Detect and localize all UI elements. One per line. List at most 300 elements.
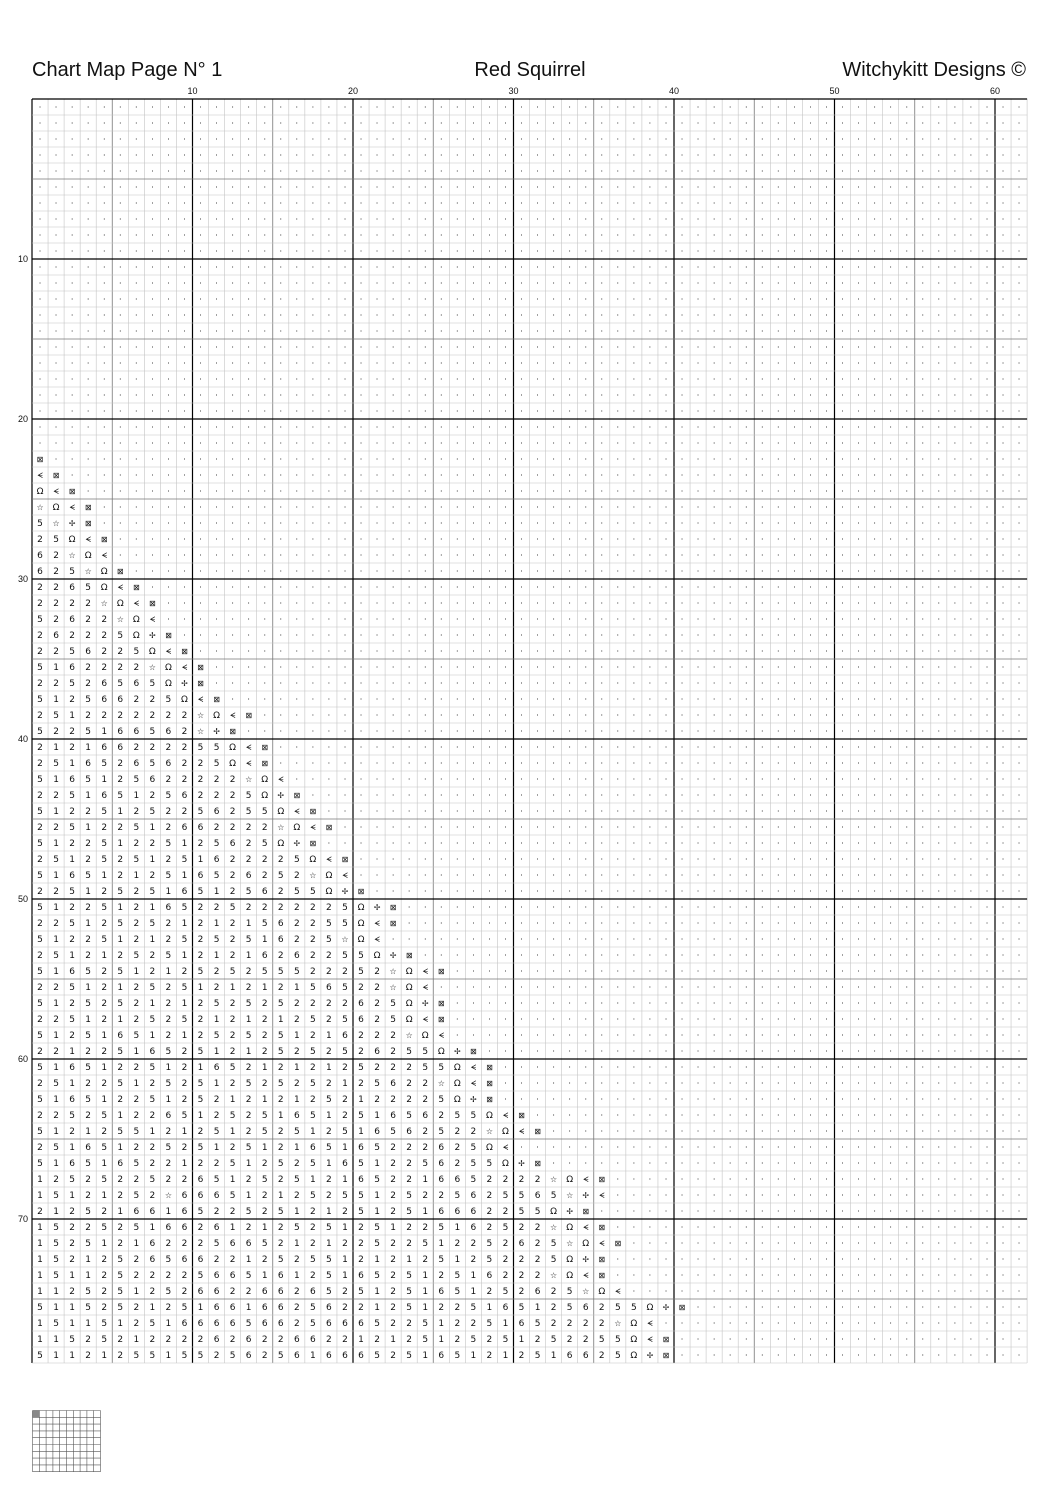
chart-empty-dot: · [568, 279, 571, 288]
chart-cell-symbol: 5 [310, 1079, 316, 1089]
chart-cell-symbol: 6 [246, 871, 252, 881]
chart-cell-symbol: 5 [422, 1047, 428, 1057]
chart-empty-dot: · [970, 791, 973, 800]
chart-empty-dot: · [376, 407, 379, 416]
chart-empty-dot: · [905, 1239, 908, 1248]
chart-empty-dot: · [536, 375, 539, 384]
chart-empty-dot: · [536, 823, 539, 832]
chart-empty-dot: · [568, 983, 571, 992]
chart-empty-dot: · [552, 247, 555, 256]
chart-empty-dot: · [777, 311, 780, 320]
chart-empty-dot: · [986, 551, 989, 560]
chart-empty-dot: · [986, 759, 989, 768]
chart-cell-symbol: 5 [246, 1207, 252, 1217]
chart-empty-dot: · [745, 1095, 748, 1104]
chart-cell-symbol: 2 [150, 871, 156, 881]
chart-empty-dot: · [761, 503, 764, 512]
chart-cell-symbol: 6 [182, 1191, 188, 1201]
chart-empty-dot: · [520, 119, 523, 128]
chart-cell-symbol: 6 [150, 1207, 156, 1217]
chart-empty-dot: · [809, 279, 812, 288]
chart-cell-symbol: 2 [326, 1127, 332, 1137]
chart-empty-dot: · [954, 1079, 957, 1088]
chart-empty-dot: · [954, 1159, 957, 1168]
chart-empty-dot: · [905, 791, 908, 800]
chart-empty-dot: · [344, 151, 347, 160]
chart-empty-dot: · [1002, 119, 1005, 128]
chart-empty-dot: · [617, 215, 620, 224]
chart-empty-dot: · [713, 583, 716, 592]
chart-empty-dot: · [280, 631, 283, 640]
chart-cell-symbol: 6 [278, 1287, 284, 1297]
chart-empty-dot: · [215, 407, 218, 416]
chart-empty-dot: · [344, 679, 347, 688]
chart-empty-dot: · [649, 695, 652, 704]
chart-empty-dot: · [665, 295, 668, 304]
chart-empty-dot: · [424, 631, 427, 640]
chart-empty-dot: · [376, 519, 379, 528]
chart-empty-dot: · [793, 231, 796, 240]
chart-empty-dot: · [986, 647, 989, 656]
chart-empty-dot: · [681, 1159, 684, 1168]
chart-empty-dot: · [825, 1207, 828, 1216]
chart-empty-dot: · [151, 375, 154, 384]
chart-empty-dot: · [408, 935, 411, 944]
chart-cell-symbol: 5 [278, 967, 284, 977]
chart-empty-dot: · [584, 135, 587, 144]
chart-empty-dot: · [456, 215, 459, 224]
chart-empty-dot: · [344, 423, 347, 432]
chart-empty-dot: · [440, 247, 443, 256]
chart-empty-dot: · [520, 967, 523, 976]
chart-empty-dot: · [665, 695, 668, 704]
chart-empty-dot: · [665, 103, 668, 112]
chart-empty-dot: · [761, 1223, 764, 1232]
chart-cell-symbol: ᗕ [37, 471, 43, 480]
chart-empty-dot: · [408, 743, 411, 752]
chart-empty-dot: · [841, 231, 844, 240]
chart-empty-dot: · [119, 423, 122, 432]
chart-empty-dot: · [119, 343, 122, 352]
chart-empty-dot: · [857, 1047, 860, 1056]
chart-cell-symbol: 2 [53, 1015, 59, 1025]
chart-empty-dot: · [472, 743, 475, 752]
chart-empty-dot: · [777, 1271, 780, 1280]
chart-empty-dot: · [729, 279, 732, 288]
chart-cell-symbol: 1 [53, 999, 59, 1009]
chart-empty-dot: · [424, 327, 427, 336]
chart-empty-dot: · [665, 407, 668, 416]
chart-empty-dot: · [665, 967, 668, 976]
chart-empty-dot: · [247, 311, 250, 320]
chart-empty-dot: · [584, 1015, 587, 1024]
chart-empty-dot: · [793, 455, 796, 464]
chart-empty-dot: · [617, 983, 620, 992]
chart-cell-symbol: 6 [69, 663, 75, 673]
chart-empty-dot: · [809, 935, 812, 944]
chart-empty-dot: · [456, 199, 459, 208]
chart-empty-dot: · [729, 1175, 732, 1184]
chart-empty-dot: · [263, 215, 266, 224]
chart-empty-dot: · [568, 903, 571, 912]
chart-cell-symbol: 5 [246, 887, 252, 897]
chart-empty-dot: · [681, 919, 684, 928]
chart-empty-dot: · [199, 183, 202, 192]
chart-empty-dot: · [1002, 375, 1005, 384]
chart-empty-dot: · [825, 823, 828, 832]
chart-empty-dot: · [809, 103, 812, 112]
chart-empty-dot: · [761, 775, 764, 784]
chart-cell-symbol: 2 [278, 1239, 284, 1249]
chart-empty-dot: · [745, 455, 748, 464]
chart-empty-dot: · [729, 1191, 732, 1200]
chart-empty-dot: · [151, 327, 154, 336]
chart-empty-dot: · [504, 311, 507, 320]
chart-empty-dot: · [729, 375, 732, 384]
chart-empty-dot: · [938, 807, 941, 816]
chart-empty-dot: · [504, 503, 507, 512]
chart-empty-dot: · [793, 439, 796, 448]
chart-empty-dot: · [922, 1335, 925, 1344]
chart-empty-dot: · [568, 567, 571, 576]
chart-empty-dot: · [777, 1015, 780, 1024]
chart-empty-dot: · [520, 983, 523, 992]
chart-cell-symbol: 1 [422, 1207, 428, 1217]
chart-empty-dot: · [857, 215, 860, 224]
chart-empty-dot: · [263, 423, 266, 432]
chart-empty-dot: · [889, 183, 892, 192]
chart-cell-symbol: 2 [535, 1223, 541, 1233]
chart-empty-dot: · [665, 167, 668, 176]
chart-empty-dot: · [520, 439, 523, 448]
chart-cell-symbol: 2 [422, 1191, 428, 1201]
chart-empty-dot: · [536, 343, 539, 352]
chart-empty-dot: · [312, 103, 315, 112]
chart-empty-dot: · [71, 471, 74, 480]
chart-empty-dot: · [552, 295, 555, 304]
chart-empty-dot: · [889, 839, 892, 848]
chart-empty-dot: · [39, 151, 42, 160]
chart-empty-dot: · [761, 1143, 764, 1152]
chart-empty-dot: · [905, 375, 908, 384]
chart-cell-symbol: 2 [230, 1255, 236, 1265]
chart-empty-dot: · [922, 951, 925, 960]
chart-empty-dot: · [312, 231, 315, 240]
chart-empty-dot: · [761, 919, 764, 928]
chart-cell-symbol: 5 [358, 1207, 364, 1217]
chart-empty-dot: · [713, 999, 716, 1008]
chart-empty-dot: · [873, 1303, 876, 1312]
chart-empty-dot: · [263, 503, 266, 512]
chart-cell-symbol: ☆ [438, 1079, 445, 1088]
chart-cell-symbol: 5 [471, 1143, 477, 1153]
chart-empty-dot: · [231, 215, 234, 224]
chart-empty-dot: · [584, 599, 587, 608]
chart-empty-dot: · [263, 135, 266, 144]
chart-cell-symbol: 5 [69, 1015, 75, 1025]
chart-empty-dot: · [135, 311, 138, 320]
chart-empty-dot: · [825, 1271, 828, 1280]
chart-empty-dot: · [761, 871, 764, 880]
chart-cell-symbol: 5 [615, 1335, 621, 1345]
chart-empty-dot: · [520, 311, 523, 320]
chart-empty-dot: · [954, 1063, 957, 1072]
chart-empty-dot: · [986, 791, 989, 800]
chart-empty-dot: · [665, 391, 668, 400]
chart-cell-symbol: 5 [262, 919, 268, 929]
chart-cell-symbol: 1 [374, 1191, 380, 1201]
chart-cell-symbol: 6 [262, 1303, 268, 1313]
chart-empty-dot: · [392, 615, 395, 624]
chart-cell-symbol: 2 [326, 967, 332, 977]
chart-empty-dot: · [135, 343, 138, 352]
chart-empty-dot: · [825, 855, 828, 864]
chart-empty-dot: · [681, 1111, 684, 1120]
chart-empty-dot: · [1002, 311, 1005, 320]
chart-empty-dot: · [938, 199, 941, 208]
chart-cell-symbol: 1 [166, 1319, 172, 1329]
chart-empty-dot: · [504, 423, 507, 432]
chart-empty-dot: · [841, 599, 844, 608]
chart-empty-dot: · [793, 407, 796, 416]
chart-empty-dot: · [970, 1191, 973, 1200]
chart-empty-dot: · [408, 359, 411, 368]
chart-empty-dot: · [649, 455, 652, 464]
chart-empty-dot: · [408, 423, 411, 432]
chart-empty-dot: · [456, 807, 459, 816]
chart-empty-dot: · [103, 407, 106, 416]
chart-empty-dot: · [1018, 119, 1021, 128]
chart-empty-dot: · [135, 119, 138, 128]
chart-cell-symbol: 1 [262, 935, 268, 945]
chart-cell-symbol: 2 [294, 1191, 300, 1201]
chart-cell-symbol: 2 [182, 1335, 188, 1345]
chart-empty-dot: · [954, 951, 957, 960]
chart-cell-symbol: 2 [117, 759, 123, 769]
chart-empty-dot: · [873, 679, 876, 688]
chart-cell-symbol: 1 [101, 951, 107, 961]
chart-empty-dot: · [889, 199, 892, 208]
chart-empty-dot: · [456, 343, 459, 352]
chart-empty-dot: · [665, 1095, 668, 1104]
chart-empty-dot: · [633, 903, 636, 912]
chart-cell-symbol: 5 [166, 1287, 172, 1297]
chart-cell-symbol: 5 [471, 1111, 477, 1121]
chart-empty-dot: · [986, 1047, 989, 1056]
chart-empty-dot: · [456, 247, 459, 256]
chart-empty-dot: · [472, 775, 475, 784]
chart-empty-dot: · [456, 151, 459, 160]
chart-cell-symbol: 6 [166, 727, 172, 737]
chart-empty-dot: · [344, 631, 347, 640]
chart-cell-symbol: 1 [117, 1143, 123, 1153]
chart-cell-symbol: 6 [374, 1047, 380, 1057]
chart-empty-dot: · [424, 247, 427, 256]
chart-empty-dot: · [633, 343, 636, 352]
chart-empty-dot: · [617, 727, 620, 736]
chart-empty-dot: · [424, 919, 427, 928]
chart-empty-dot: · [119, 375, 122, 384]
chart-empty-dot: · [601, 263, 604, 272]
chart-cell-symbol: Ω [566, 1175, 573, 1185]
chart-empty-dot: · [938, 1159, 941, 1168]
chart-empty-dot: · [504, 103, 507, 112]
chart-empty-dot: · [504, 1031, 507, 1040]
chart-empty-dot: · [825, 1111, 828, 1120]
chart-empty-dot: · [857, 599, 860, 608]
chart-cell-symbol: 5 [182, 1111, 188, 1121]
chart-cell-symbol: 2 [262, 1015, 268, 1025]
chart-empty-dot: · [1018, 823, 1021, 832]
chart-empty-dot: · [889, 359, 892, 368]
chart-cell-symbol: 2 [37, 679, 43, 689]
chart-cell-symbol: 5 [37, 935, 43, 945]
chart-cell-symbol: 2 [37, 823, 43, 833]
chart-empty-dot: · [520, 215, 523, 224]
chart-empty-dot: · [584, 519, 587, 528]
chart-empty-dot: · [263, 263, 266, 272]
chart-empty-dot: · [697, 727, 700, 736]
chart-cell-symbol: 2 [166, 1271, 172, 1281]
chart-empty-dot: · [520, 711, 523, 720]
chart-empty-dot: · [841, 1271, 844, 1280]
chart-empty-dot: · [841, 199, 844, 208]
chart-empty-dot: · [344, 407, 347, 416]
chart-empty-dot: · [472, 103, 475, 112]
chart-empty-dot: · [280, 487, 283, 496]
chart-empty-dot: · [681, 1031, 684, 1040]
chart-empty-dot: · [970, 1287, 973, 1296]
chart-empty-dot: · [905, 951, 908, 960]
chart-empty-dot: · [905, 167, 908, 176]
chart-empty-dot: · [328, 679, 331, 688]
chart-empty-dot: · [857, 775, 860, 784]
chart-cell-symbol: 6 [101, 743, 107, 753]
chart-empty-dot: · [280, 599, 283, 608]
chart-empty-dot: · [633, 375, 636, 384]
chart-empty-dot: · [215, 295, 218, 304]
chart-empty-dot: · [809, 327, 812, 336]
chart-empty-dot: · [809, 503, 812, 512]
chart-empty-dot: · [986, 743, 989, 752]
chart-empty-dot: · [938, 1063, 941, 1072]
chart-empty-dot: · [584, 1047, 587, 1056]
chart-cell-symbol: 5 [567, 1287, 573, 1297]
chart-empty-dot: · [745, 951, 748, 960]
chart-empty-dot: · [889, 103, 892, 112]
chart-cell-symbol: ☆ [614, 1319, 621, 1328]
chart-empty-dot: · [986, 279, 989, 288]
chart-empty-dot: · [151, 247, 154, 256]
chart-empty-dot: · [777, 775, 780, 784]
chart-empty-dot: · [905, 663, 908, 672]
chart-empty-dot: · [713, 135, 716, 144]
chart-empty-dot: · [905, 1127, 908, 1136]
chart-cell-symbol: 6 [342, 1319, 348, 1329]
chart-empty-dot: · [873, 1255, 876, 1264]
chart-empty-dot: · [408, 679, 411, 688]
chart-empty-dot: · [296, 199, 299, 208]
chart-empty-dot: · [344, 167, 347, 176]
chart-empty-dot: · [1002, 663, 1005, 672]
chart-empty-dot: · [697, 1255, 700, 1264]
chart-cell-symbol: 5 [37, 1159, 43, 1169]
chart-empty-dot: · [649, 295, 652, 304]
chart-empty-dot: · [905, 199, 908, 208]
chart-empty-dot: · [649, 583, 652, 592]
chart-empty-dot: · [601, 343, 604, 352]
chart-empty-dot: · [568, 199, 571, 208]
chart-empty-dot: · [649, 1079, 652, 1088]
chart-empty-dot: · [1002, 151, 1005, 160]
chart-empty-dot: · [392, 279, 395, 288]
chart-empty-dot: · [296, 631, 299, 640]
chart-cell-symbol: ⊠ [37, 455, 44, 464]
chart-empty-dot: · [905, 599, 908, 608]
chart-empty-dot: · [408, 487, 411, 496]
chart-cell-symbol: Ω [454, 1095, 461, 1105]
chart-empty-dot: · [360, 439, 363, 448]
chart-empty-dot: · [809, 583, 812, 592]
chart-empty-dot: · [263, 519, 266, 528]
chart-empty-dot: · [280, 583, 283, 592]
chart-empty-dot: · [231, 503, 234, 512]
chart-empty-dot: · [922, 567, 925, 576]
row-tick-label: 40 [18, 734, 28, 744]
chart-empty-dot: · [761, 599, 764, 608]
chart-cell-symbol: 6 [278, 1303, 284, 1313]
chart-empty-dot: · [344, 439, 347, 448]
chart-empty-dot: · [1018, 1047, 1021, 1056]
chart-empty-dot: · [729, 1255, 732, 1264]
chart-empty-dot: · [296, 295, 299, 304]
chart-empty-dot: · [857, 295, 860, 304]
chart-empty-dot: · [1002, 679, 1005, 688]
chart-empty-dot: · [312, 759, 315, 768]
chart-empty-dot: · [729, 695, 732, 704]
chart-empty-dot: · [681, 1143, 684, 1152]
chart-empty-dot: · [504, 631, 507, 640]
chart-empty-dot: · [584, 263, 587, 272]
chart-empty-dot: · [376, 631, 379, 640]
chart-cell-symbol: 6 [230, 1319, 236, 1329]
chart-empty-dot: · [167, 439, 170, 448]
chart-empty-dot: · [922, 647, 925, 656]
chart-empty-dot: · [344, 743, 347, 752]
chart-empty-dot: · [954, 615, 957, 624]
chart-empty-dot: · [761, 231, 764, 240]
chart-cell-symbol: 1 [53, 839, 59, 849]
chart-empty-dot: · [713, 615, 716, 624]
chart-empty-dot: · [392, 871, 395, 880]
chart-cell-symbol: 5 [567, 1303, 573, 1313]
chart-empty-dot: · [504, 679, 507, 688]
chart-empty-dot: · [231, 663, 234, 672]
chart-cell-symbol: 2 [358, 1223, 364, 1233]
chart-empty-dot: · [970, 327, 973, 336]
chart-cell-symbol: 1 [214, 1047, 220, 1057]
chart-cell-symbol: 5 [310, 1319, 316, 1329]
chart-empty-dot: · [905, 1335, 908, 1344]
chart-cell-symbol: 2 [69, 631, 75, 641]
chart-empty-dot: · [889, 327, 892, 336]
chart-empty-dot: · [552, 759, 555, 768]
chart-empty-dot: · [873, 919, 876, 928]
chart-empty-dot: · [215, 503, 218, 512]
chart-empty-dot: · [552, 1095, 555, 1104]
chart-cell-symbol: 2 [471, 1319, 477, 1329]
chart-empty-dot: · [280, 183, 283, 192]
